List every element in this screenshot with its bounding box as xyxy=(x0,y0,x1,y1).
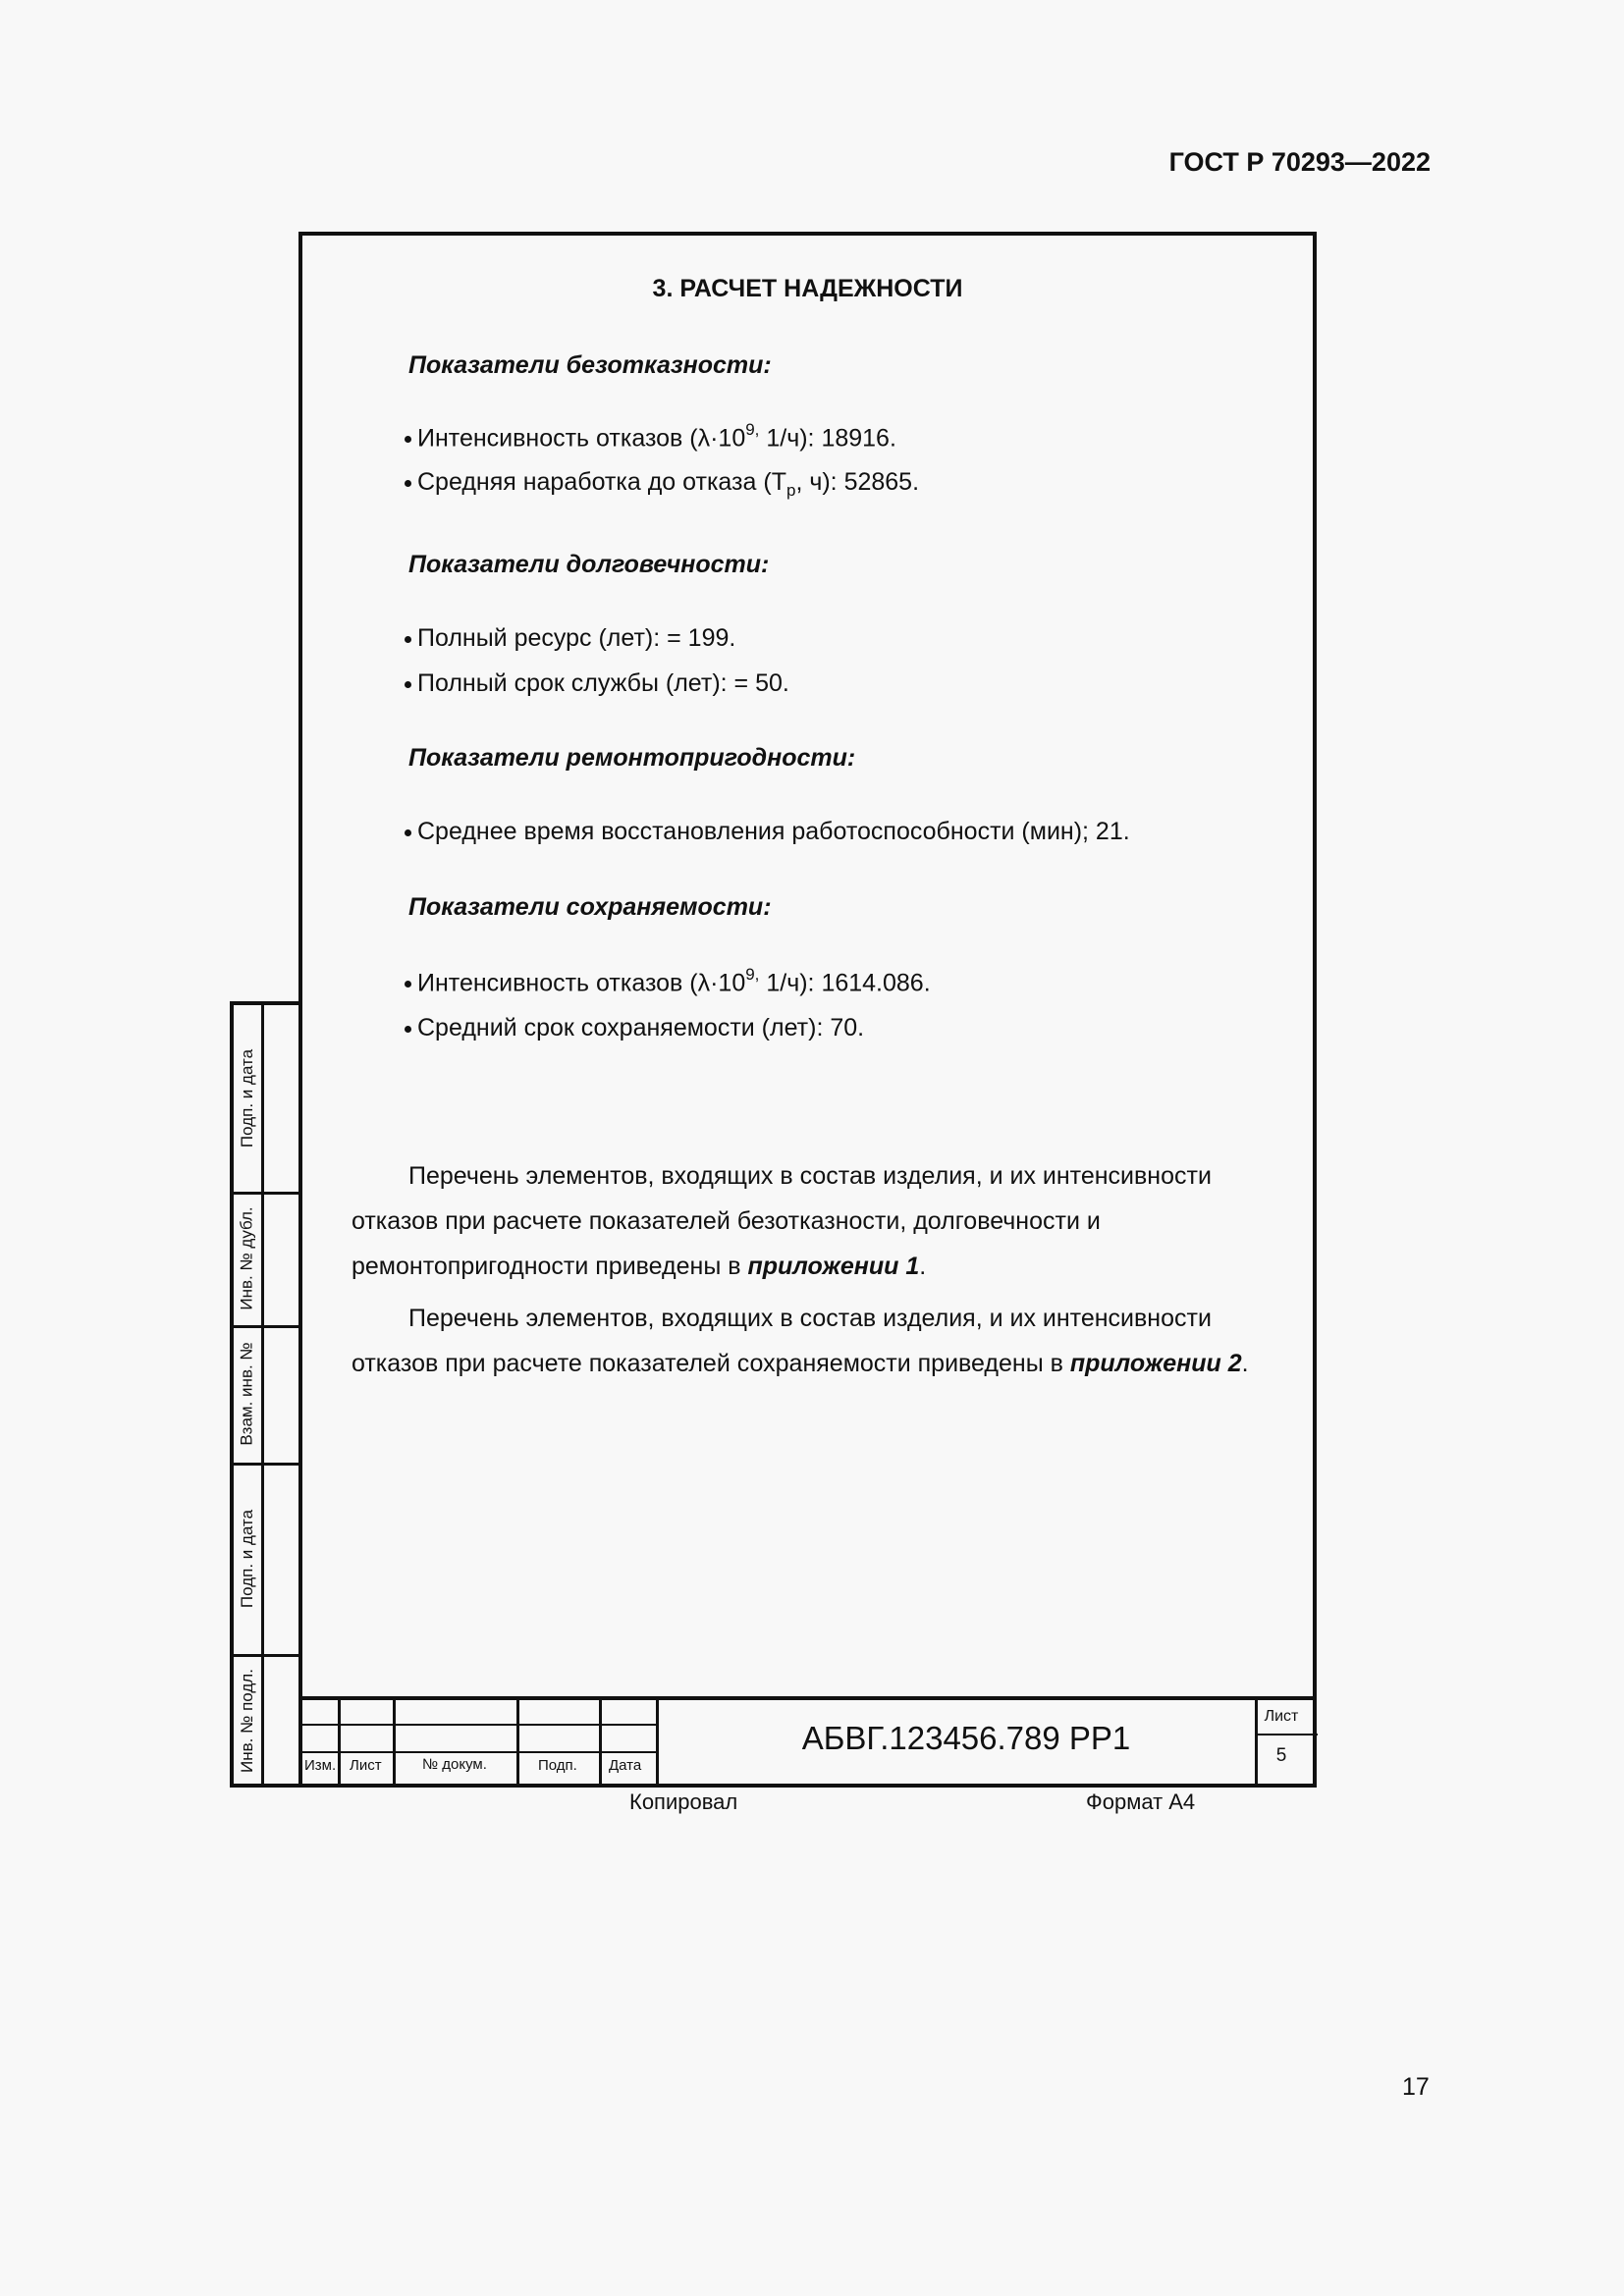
list-item: Интенсивность отказов ($\lambda\cdot 10^{9,}$ 1/ч): 1614.086. xyxy=(405,967,931,997)
bullet-icon xyxy=(405,480,411,487)
bullet-icon xyxy=(405,436,411,443)
strip-label-sign-date-top: Подп. и дата xyxy=(238,1048,257,1148)
strip-label-dup-inv: Инв. № дубл. xyxy=(238,1206,256,1310)
paragraph-appendix-2: Перечень элементов, входящих в состав изделия, и их интенсивности отказов при расчете показателей сохраняемости приведены в приложении 2. xyxy=(352,1305,1249,1377)
heading-maintainability: Показатели ремонтопригодности: xyxy=(408,744,856,772)
strip-label-inv-original: Инв. № подл. xyxy=(238,1669,256,1773)
section-title: 3. РАСЧЕТ НАДЕЖНОСТИ xyxy=(652,275,963,302)
list-item: Среднее время восстановления работоспособности (мин); 21. xyxy=(405,818,1130,846)
document-code: АБВГ.123456.789 РР1 xyxy=(801,1720,1131,1756)
stamp-col-line xyxy=(599,1700,602,1784)
stamp-col-podp: Подп. xyxy=(538,1757,577,1774)
bullet-icon xyxy=(405,829,411,836)
copied-by-label: Копировал xyxy=(629,1789,738,1814)
heading-reliability: Показатели безотказности: xyxy=(408,351,772,379)
drawing-frame xyxy=(298,232,1317,1788)
list-item: Интенсивность отказов ($\lambda\cdot 10^{9,}$ 1/ч): 18916. xyxy=(405,422,896,453)
stamp-col-line xyxy=(338,1700,341,1784)
stamp-col-izm: Изм. xyxy=(304,1757,337,1774)
list-item: Полный срок службы (лет): = 50. xyxy=(405,669,789,698)
bullet-icon xyxy=(405,636,411,643)
sheet-label: Лист xyxy=(1264,1708,1299,1725)
stamp-col-date: Дата xyxy=(609,1757,642,1774)
standard-number: ГОСТ Р 70293—2022 xyxy=(1168,147,1431,177)
page-number: 17 xyxy=(1402,2073,1430,2101)
bullet-icon xyxy=(405,1026,411,1033)
stamp-col-list: Лист xyxy=(350,1757,382,1774)
list-item: Средний срок сохраняемости (лет): 70. xyxy=(405,1014,864,1042)
strip-label-replace-inv: Взам. инв. № xyxy=(238,1342,257,1446)
list-item: Полный ресурс (лет): = 199. xyxy=(405,624,735,653)
sheet-number: 5 xyxy=(1275,1745,1287,1766)
strip-label-sign-date-bottom: Подп. и дата xyxy=(238,1509,257,1608)
stamp-col-line xyxy=(393,1700,396,1784)
paragraph-appendix-1: Перечень элементов, входящих в состав изделия, и их интенсивности отказов при расчете показателей безотказности, долговечности и ремонтопригодности приведены в приложении 1. xyxy=(352,1162,1212,1280)
stamp-col-line xyxy=(656,1700,659,1784)
bullet-icon xyxy=(405,981,411,988)
stamp-col-line xyxy=(516,1700,519,1784)
stamp-col-doc: № докум. xyxy=(422,1756,487,1773)
stamp-row-line xyxy=(302,1724,658,1726)
heading-storability: Показатели сохраняемости: xyxy=(408,893,772,921)
side-strip xyxy=(230,1001,298,1788)
strip-col-line xyxy=(261,1005,264,1784)
bullet-icon xyxy=(405,681,411,688)
heading-durability: Показатели долговечности: xyxy=(408,551,770,578)
format-label: Формат А4 xyxy=(1086,1789,1196,1814)
title-block xyxy=(302,1696,1313,1784)
stamp-row-line xyxy=(302,1751,658,1753)
list-item: Средняя наработка до отказа ($T_р$, ч): 52865. xyxy=(405,468,919,501)
